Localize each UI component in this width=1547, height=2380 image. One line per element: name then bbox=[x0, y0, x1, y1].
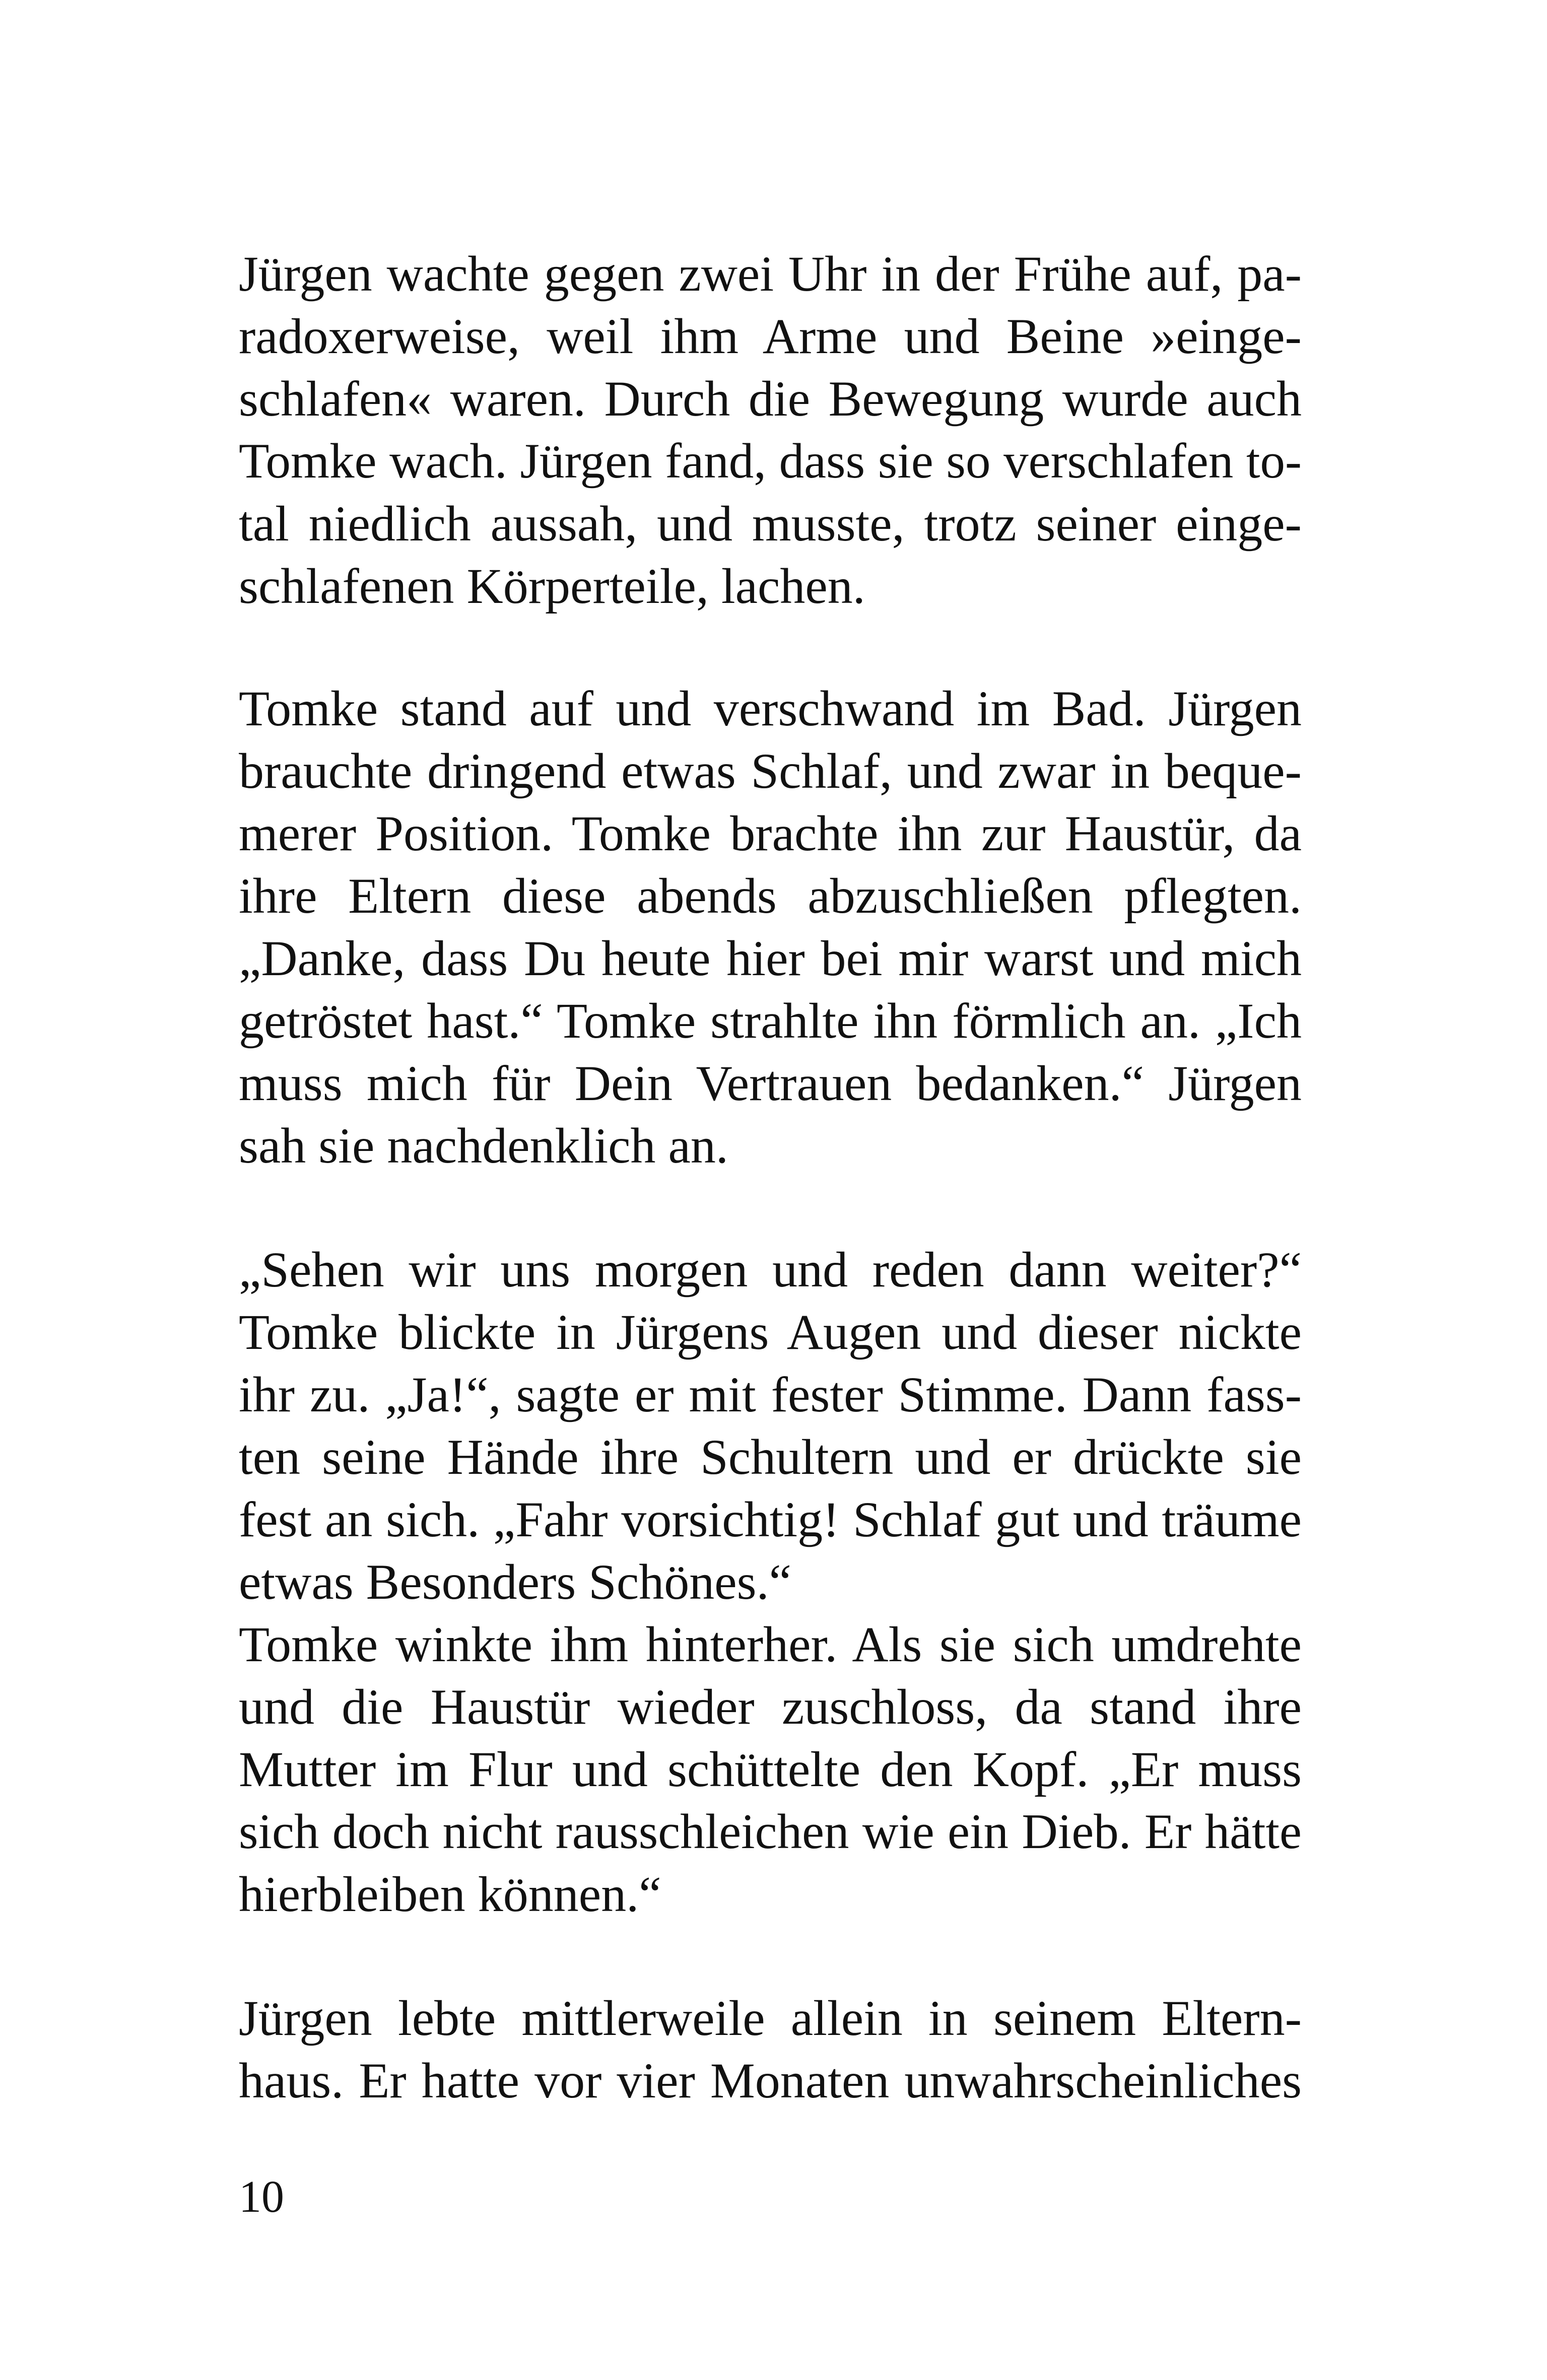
text-line: muss mich für Dein Vertrauen bedanken.“ Jürgen bbox=[239, 1055, 1302, 1111]
text-line: Tomke blickte in Jürgens Augen und dieser nickte bbox=[239, 1304, 1302, 1360]
paragraph-4 bbox=[239, 1987, 1302, 2112]
text-line: und die Haustür wieder zuschloss, da stand ihre bbox=[239, 1679, 1302, 1735]
text-line: Tomke wach. Jürgen fand, dass sie so verschlafen to- bbox=[239, 434, 1302, 489]
text-line: sah sie nachdenklich an. bbox=[239, 1118, 728, 1174]
text-line: Mutter im Flur und schüttelte den Kopf. „Er muss bbox=[239, 1741, 1302, 1797]
text-line: getröstet hast.“ Tomke strahlte ihn förmlich an. „Ich bbox=[239, 993, 1302, 1049]
text-line: „Danke, dass Du heute hier bei mir warst und mich bbox=[239, 930, 1302, 986]
text-line: sich doch nicht rausschleichen wie ein Dieb. Er hätte bbox=[239, 1804, 1302, 1859]
text-line: brauchte dringend etwas Schlaf, und zwar in beque- bbox=[239, 743, 1302, 799]
paragraph-1 bbox=[239, 243, 1302, 618]
text-line: schlafen« waren. Durch die Bewegung wurde auch bbox=[239, 371, 1302, 427]
text-line: ihr zu. „Ja!“, sagte er mit fester Stimme. Dann fass- bbox=[239, 1367, 1302, 1422]
text-line: Tomke stand auf und verschwand im Bad. Jürgen bbox=[239, 681, 1302, 736]
text-line: haus. Er hatte vor vier Monaten unwahrscheinliches bbox=[239, 2053, 1302, 2109]
text-line: ihre Eltern diese abends abzuschließen pflegten. bbox=[239, 868, 1302, 924]
text-line: schlafenen Körperteile, lachen. bbox=[239, 558, 865, 614]
text-line: merer Position. Tomke brachte ihn zur Haustür, da bbox=[239, 805, 1302, 861]
text-line: „Sehen wir uns morgen und reden dann weiter?“ bbox=[239, 1242, 1302, 1298]
text-line: tal niedlich aussah, und musste, trotz seiner einge- bbox=[239, 496, 1302, 552]
page-number: 10 bbox=[239, 2172, 284, 2222]
text-line: etwas Besonders Schönes.“ bbox=[239, 1554, 791, 1610]
paragraph-2 bbox=[239, 677, 1302, 1177]
text-line: hierbleiben können.“ bbox=[239, 1866, 661, 1922]
text-line: Tomke winkte ihm hinterher. Als sie sich umdrehte bbox=[239, 1616, 1302, 1672]
paragraph-3 bbox=[239, 1239, 1302, 1926]
text-line: ten seine Hände ihre Schultern und er drückte sie bbox=[239, 1429, 1302, 1485]
text-line: fest an sich. „Fahr vorsichtig! Schlaf gut und träume bbox=[239, 1491, 1302, 1547]
text-line: Jürgen lebte mittlerweile allein in seinem Eltern- bbox=[239, 1990, 1302, 2046]
text-line: Jürgen wachte gegen zwei Uhr in der Frühe auf, pa- bbox=[239, 246, 1302, 302]
text-line: radoxerweise, weil ihm Arme und Beine »einge- bbox=[239, 308, 1302, 364]
